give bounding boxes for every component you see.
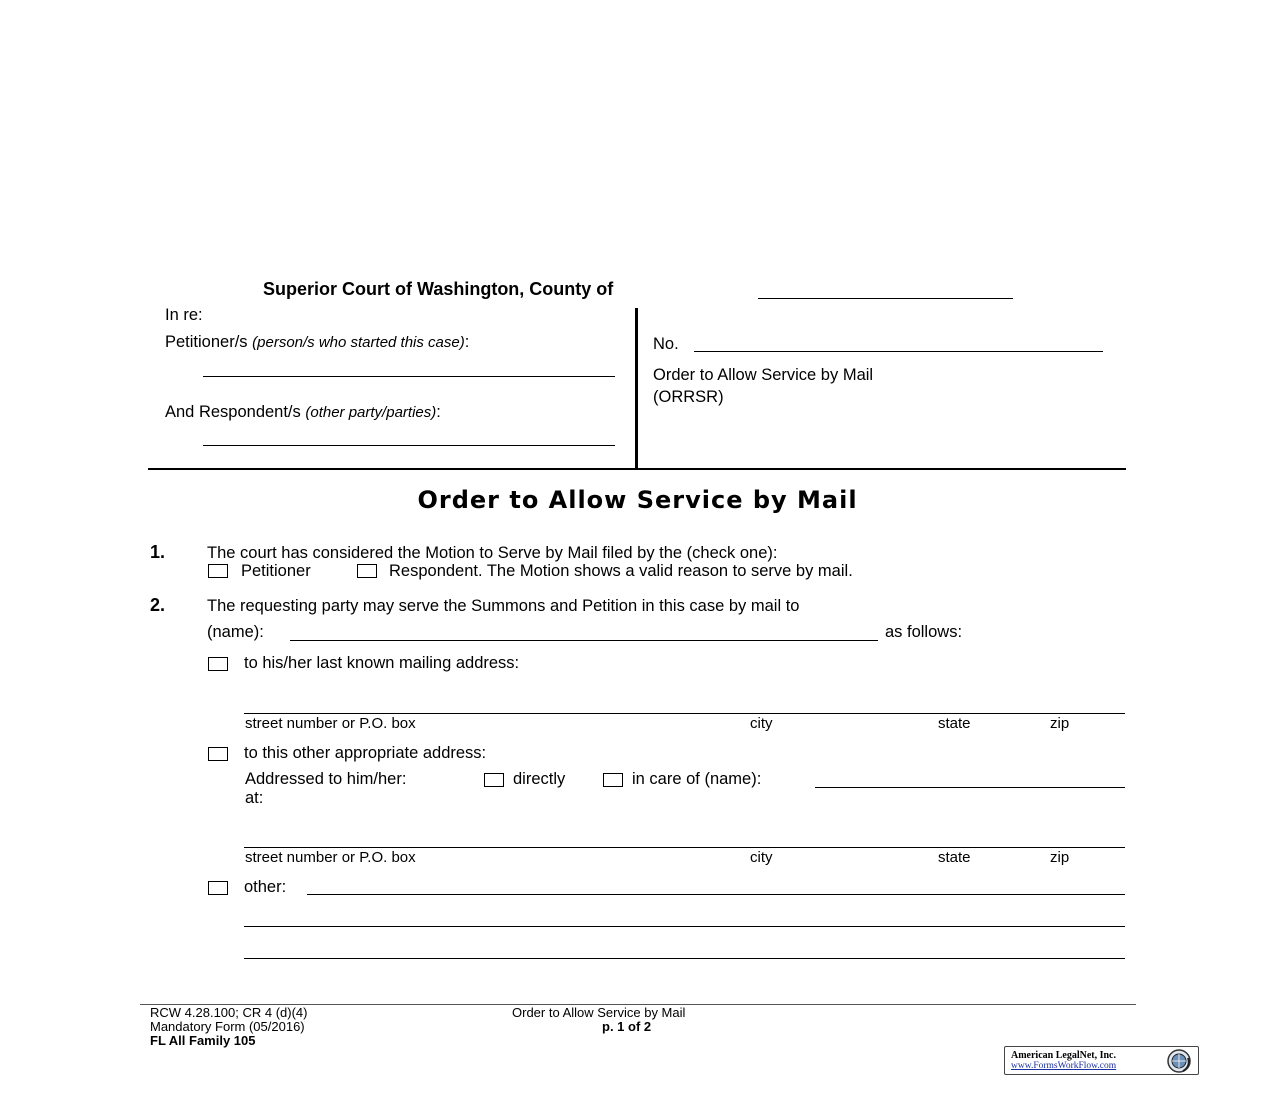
address2-state-caption: state bbox=[938, 849, 971, 866]
section1-number: 1. bbox=[150, 542, 166, 562]
other-address-input[interactable] bbox=[246, 828, 1122, 846]
caption-divider bbox=[635, 308, 638, 469]
in-care-of-checkbox[interactable] bbox=[603, 773, 623, 787]
respondent-checkbox[interactable] bbox=[357, 564, 377, 578]
last-known-address-label: to his/her last known mailing address: bbox=[244, 654, 520, 672]
section2-number: 2. bbox=[150, 595, 166, 615]
last-known-address-checkbox[interactable] bbox=[208, 657, 228, 671]
petitioner-input[interactable] bbox=[205, 357, 613, 375]
name-label: (name): bbox=[207, 623, 264, 641]
other-address-checkbox[interactable] bbox=[208, 747, 228, 761]
footer-page: p. 1 of 2 bbox=[602, 1019, 652, 1034]
petitioner-hint: (person/s who started this case) bbox=[252, 334, 465, 351]
section1-text: The court has considered the Motion to Serve by Mail filed by the (check one): bbox=[207, 544, 778, 562]
address1-zip-caption: zip bbox=[1050, 715, 1070, 732]
logo-url[interactable]: www.FormsWorkFlow.com bbox=[1011, 1061, 1117, 1071]
name-line bbox=[290, 640, 878, 641]
footer-form-id: FL All Family 105 bbox=[150, 1033, 256, 1048]
petitioner-option-label: Petitioner bbox=[241, 562, 311, 580]
in-care-of-input[interactable] bbox=[817, 769, 1122, 787]
address2-street-caption: street number or P.O. box bbox=[245, 849, 416, 866]
address1-state-caption: state bbox=[938, 715, 971, 732]
footer-doc-title: Order to Allow Service by Mail bbox=[512, 1005, 686, 1020]
other-input-1[interactable] bbox=[310, 876, 1122, 894]
other-address-line bbox=[244, 847, 1125, 848]
petitioner-checkbox[interactable] bbox=[208, 564, 228, 578]
directly-checkbox[interactable] bbox=[484, 773, 504, 787]
respondent-input[interactable] bbox=[205, 426, 613, 444]
page-title: Order to Allow Service by Mail bbox=[417, 486, 858, 514]
caption-doc-code: (ORRSR) bbox=[653, 388, 724, 406]
respondent-option-label: Respondent. The Motion shows a valid reason to serve by mail. bbox=[389, 562, 853, 580]
county-line bbox=[758, 298, 1013, 299]
directly-label: directly bbox=[513, 770, 566, 788]
footer-rcw: RCW 4.28.100; CR 4 (d)(4) bbox=[150, 1005, 308, 1020]
addressed-to-label: Addressed to him/her: bbox=[245, 770, 407, 788]
section2-text: The requesting party may serve the Summons and Petition in this case by mail to bbox=[207, 597, 800, 615]
respondent-line bbox=[203, 445, 615, 446]
caption-doc-title: Order to Allow Service by Mail bbox=[653, 366, 874, 384]
americanlegalnet-logo[interactable] bbox=[1004, 1046, 1199, 1075]
as-follows-label: as follows: bbox=[885, 623, 963, 641]
other-label: other: bbox=[244, 878, 287, 896]
other-address-label: to this other appropriate address: bbox=[244, 744, 487, 762]
address1-city-caption: city bbox=[750, 715, 773, 732]
address2-zip-caption: zip bbox=[1050, 849, 1070, 866]
other-line-2 bbox=[244, 926, 1125, 927]
at-label: at: bbox=[245, 789, 264, 807]
other-line-3 bbox=[244, 958, 1125, 959]
last-known-address-input[interactable] bbox=[246, 694, 1122, 712]
other-input-3[interactable] bbox=[246, 939, 1122, 957]
caption-bottom-rule bbox=[148, 468, 1126, 470]
petitioner-line bbox=[203, 376, 615, 377]
court-title: Superior Court of Washington, County of bbox=[263, 279, 614, 299]
in-re-label: In re: bbox=[165, 306, 203, 324]
petitioner-label: Petitioner/s (person/s who started this case): bbox=[165, 333, 470, 351]
last-known-address-line bbox=[244, 713, 1125, 714]
respondent-label: And Respondent/s (other party/parties): bbox=[165, 403, 441, 421]
other-line-1 bbox=[307, 894, 1125, 895]
served-party-name-input[interactable] bbox=[292, 622, 876, 640]
case-no-line bbox=[694, 351, 1103, 352]
case-no-label: No. bbox=[653, 335, 679, 353]
logo-company: American LegalNet, Inc. bbox=[1011, 1050, 1116, 1061]
other-input-2[interactable] bbox=[246, 907, 1122, 925]
other-checkbox[interactable] bbox=[208, 881, 228, 895]
globe-icon bbox=[1161, 1048, 1197, 1074]
in-care-of-line bbox=[815, 787, 1125, 788]
respondent-hint: (other party/parties) bbox=[305, 404, 437, 421]
footer-mandatory: Mandatory Form (05/2016) bbox=[150, 1019, 305, 1034]
address2-city-caption: city bbox=[750, 849, 773, 866]
in-care-of-label: in care of (name): bbox=[632, 770, 762, 788]
case-no-input[interactable] bbox=[696, 334, 1101, 352]
address1-street-caption: street number or P.O. box bbox=[245, 715, 416, 732]
